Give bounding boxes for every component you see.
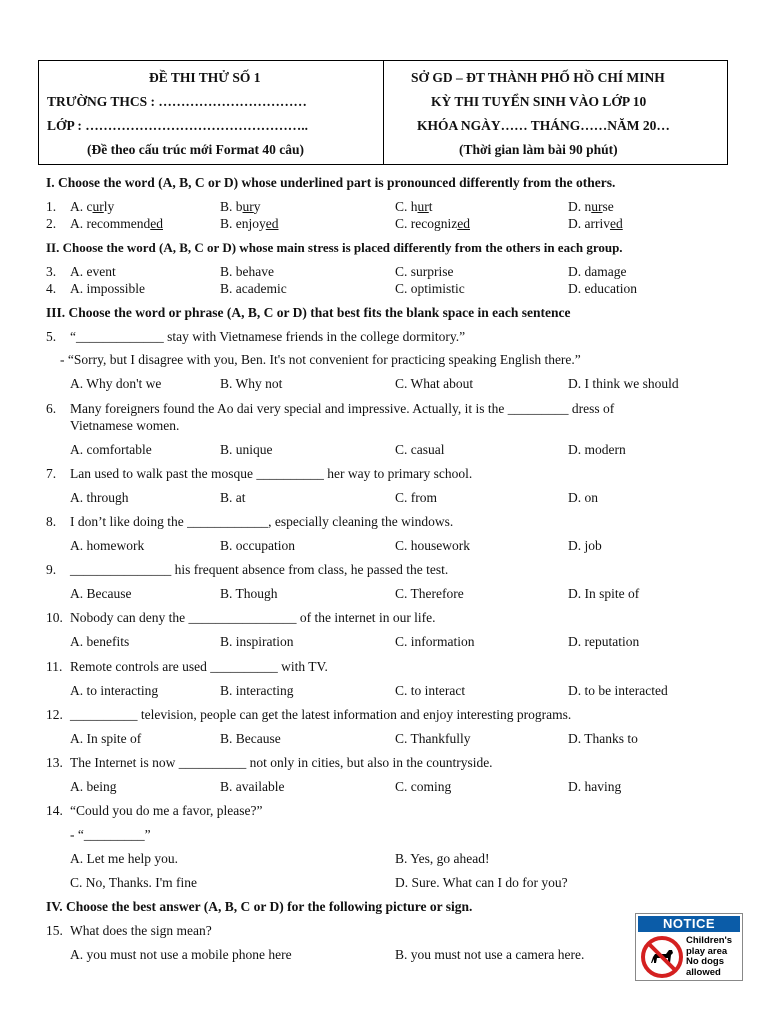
exam-duration: (Thời gian làm bài 90 phút) <box>459 142 618 157</box>
q9-option-c: C. Therefore <box>395 586 464 601</box>
sign-text-line-1: Children's <box>686 935 733 946</box>
q13-option-b: B. available <box>220 779 285 794</box>
q10-stem: Nobody can deny the ________________ of the internet in our life. <box>70 610 436 625</box>
q10-number: 10. <box>46 610 63 625</box>
q7-stem: Lan used to walk past the mosque __________ her way to primary school. <box>70 466 473 481</box>
q13-option-d: D. having <box>568 779 622 794</box>
exam-name: KỲ THI TUYỂN SINH VÀO LỚP 10 <box>431 94 647 109</box>
q6-option-b: B. unique <box>220 442 273 457</box>
q10-option-c: C. information <box>395 634 475 649</box>
section-1-heading: I. Choose the word (A, B, C or D) whose underlined part is pronounced differently from the others. <box>46 175 616 190</box>
q12-number: 12. <box>46 707 63 722</box>
q9-number: 9. <box>46 562 57 577</box>
q3-option-c: C. surprise <box>395 264 454 279</box>
q11-option-a: A. to interacting <box>70 683 159 698</box>
q15-stem: What does the sign mean? <box>70 923 212 938</box>
q10-option-a: A. benefits <box>70 634 130 649</box>
q4-option-a: A. impossible <box>70 281 146 296</box>
q14-option-a: A. Let me help you. <box>70 851 178 866</box>
department-line: SỞ GD – ĐT THÀNH PHỐ HỒ CHÍ MINH <box>411 70 665 85</box>
q7-option-c: C. from <box>395 490 437 505</box>
format-note: (Đề theo cấu trúc mới Format 40 câu) <box>87 142 305 157</box>
q4-option-c: C. optimistic <box>395 281 465 296</box>
school-line: TRƯỜNG THCS : …………………………… <box>47 94 307 109</box>
q4-option-b: B. academic <box>220 281 287 296</box>
q5-option-d: D. I think we should <box>568 376 679 391</box>
q11-option-b: B. interacting <box>220 683 294 698</box>
q11-number: 11. <box>46 659 63 674</box>
section-3-heading: III. Choose the word or phrase (A, B, C or D) that best fits the blank space in each sentence <box>46 305 571 320</box>
q2-number: 2. <box>46 216 57 231</box>
q4-option-d: D. education <box>568 281 637 296</box>
q3-option-b: B. behave <box>220 264 274 279</box>
q1-option-d: D. nurse <box>568 199 614 214</box>
q6-stem-continued: Vietnamese women. <box>70 418 180 433</box>
q7-number: 7. <box>46 466 57 481</box>
q14-number: 14. <box>46 803 63 818</box>
sign-text-line-4: allowed <box>686 966 721 978</box>
q10-option-b: B. inspiration <box>220 634 294 649</box>
class-line: LỚP : ………………………………………….. <box>47 118 309 133</box>
section-2-heading: II. Choose the word (A, B, C or D) whose main stress is placed differently from the others in each group. <box>46 240 623 255</box>
q12-option-d: D. Thanks to <box>568 731 638 746</box>
q9-option-b: B. Though <box>220 586 278 601</box>
q6-option-d: D. modern <box>568 442 626 457</box>
q11-option-c: C. to interact <box>395 683 466 698</box>
section-4-heading: IV. Choose the best answer (A, B, C or D) for the following picture or sign. <box>46 899 473 914</box>
sign-text-line-2: play area <box>686 945 728 957</box>
q2-option-d: D. arrived <box>568 216 623 231</box>
q5-option-a: A. Why don't we <box>70 376 162 391</box>
q7-option-d: D. on <box>568 490 598 505</box>
q5-option-b: B. Why not <box>220 376 283 391</box>
q15-option-a: A. you must not use a mobile phone here <box>70 947 292 962</box>
q11-stem: Remote controls are used __________ with TV. <box>70 659 328 674</box>
q13-number: 13. <box>46 755 63 770</box>
q5-number: 5. <box>46 329 57 344</box>
q7-option-b: B. at <box>220 490 246 505</box>
q6-option-c: C. casual <box>395 442 445 457</box>
no-dogs-prohibition-icon <box>640 935 684 979</box>
q10-option-d: D. reputation <box>568 634 640 649</box>
q2-option-b: B. enjoyed <box>220 216 279 231</box>
q1-option-a: A. curly <box>70 199 115 214</box>
q9-option-d: D. In spite of <box>568 586 640 601</box>
q8-stem: I don’t like doing the ____________, especially cleaning the windows. <box>70 514 454 529</box>
notice-sign-title: NOTICE <box>638 916 740 932</box>
notice-sign-image <box>635 913 743 981</box>
q12-option-a: A. In spite of <box>70 731 142 746</box>
q3-option-a: A. event <box>70 264 116 279</box>
q15-number: 15. <box>46 923 63 938</box>
notice-sign-text <box>686 936 742 978</box>
q14-option-d: D. Sure. What can I do for you? <box>395 875 568 890</box>
q13-option-a: A. being <box>70 779 117 794</box>
q12-option-c: C. Thankfully <box>395 731 471 746</box>
q14-option-b: B. Yes, go ahead! <box>395 851 490 866</box>
q6-number: 6. <box>46 401 57 416</box>
exam-header <box>38 60 728 165</box>
q14-reply: - “_________” <box>70 827 151 842</box>
q8-number: 8. <box>46 514 57 529</box>
exam-title: ĐỀ THI THỬ SỐ 1 <box>149 70 261 85</box>
q14-stem: “Could you do me a favor, please?” <box>70 803 263 818</box>
q5-stem: “_____________ stay with Vietnamese friends in the college dormitory.” <box>70 329 466 344</box>
q9-stem: _______________ his frequent absence from class, he passed the test. <box>70 562 449 577</box>
q12-stem: __________ television, people can get the latest information and enjoy interesting programs. <box>70 707 572 722</box>
q14-option-c: C. No, Thanks. I'm fine <box>70 875 198 890</box>
q11-option-d: D. to be interacted <box>568 683 668 698</box>
q13-option-c: C. coming <box>395 779 452 794</box>
q5-reply: - “Sorry, but I disagree with you, Ben. It's not convenient for practicing speaking English there.” <box>60 352 581 367</box>
header-divider <box>383 61 384 164</box>
q6-option-a: A. comfortable <box>70 442 152 457</box>
q13-stem: The Internet is now __________ not only in cities, but also in the countryside. <box>70 755 493 770</box>
q7-option-a: A. through <box>70 490 129 505</box>
q8-option-d: D. job <box>568 538 602 553</box>
q2-option-c: C. recognized <box>395 216 470 231</box>
q4-number: 4. <box>46 281 57 296</box>
q8-option-a: A. homework <box>70 538 145 553</box>
q9-option-a: A. Because <box>70 586 132 601</box>
q12-option-b: B. Because <box>220 731 281 746</box>
q1-number: 1. <box>46 199 57 214</box>
q8-option-b: B. occupation <box>220 538 295 553</box>
exam-date: KHÓA NGÀY…… THÁNG……NĂM 20… <box>417 118 670 133</box>
q2-option-a: A. recommended <box>70 216 163 231</box>
q3-option-d: D. damage <box>568 264 627 279</box>
sign-text-line-3: No dogs <box>686 956 724 967</box>
q1-option-c: C. hurt <box>395 199 433 214</box>
q15-option-b: B. you must not use a camera here. <box>395 947 585 962</box>
q8-option-c: C. housework <box>395 538 470 553</box>
q6-stem: Many foreigners found the Ao dai very special and impressive. Actually, it is the _________ dress of <box>70 401 615 416</box>
q1-option-b: B. bury <box>220 199 261 214</box>
q3-number: 3. <box>46 264 57 279</box>
q5-option-c: C. What about <box>395 376 474 391</box>
